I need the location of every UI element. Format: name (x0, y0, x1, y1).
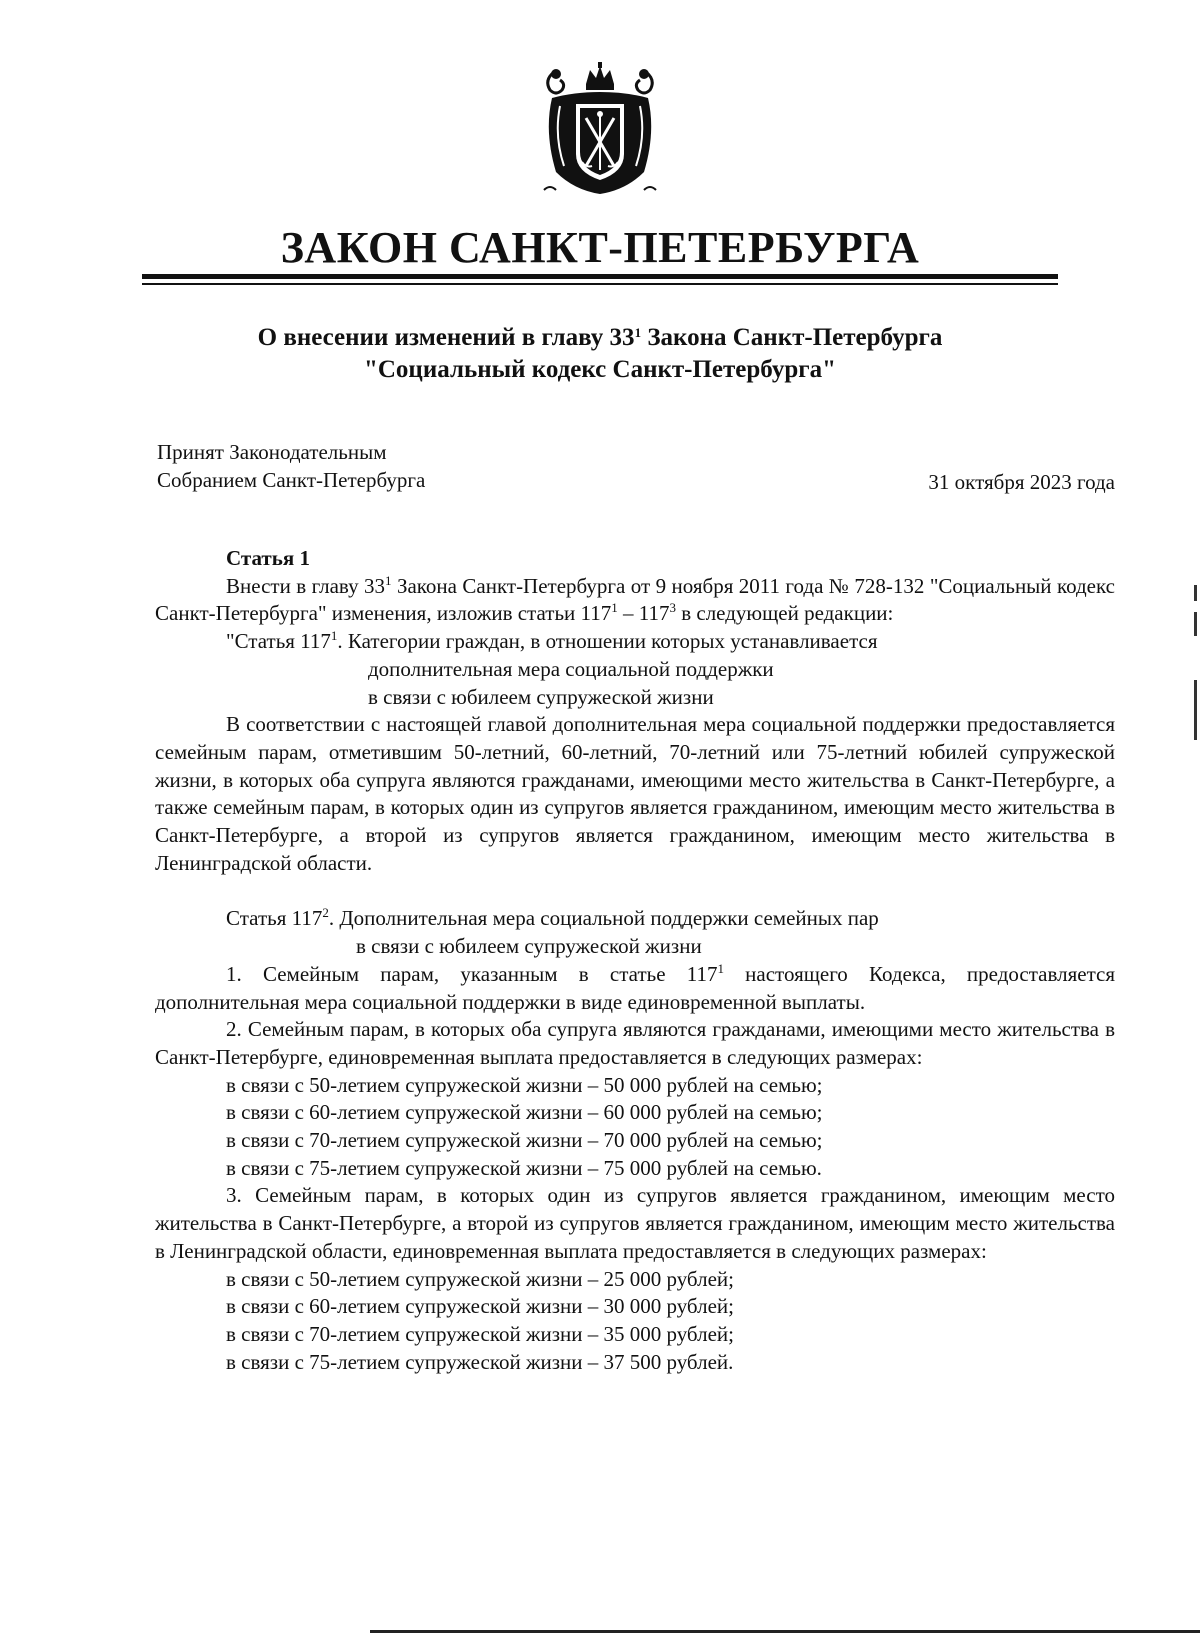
article-117-2-title: Статья $117^2$. Дополнительная мера социальной поддержки семейных пар в связи с юбилеем супружеской жизни (226, 905, 879, 959)
article-117-2-paragraph-3: 3. Семейным парам, в которых один из супругов является гражданином, имеющим место жительства в Санкт-Петербурге, а второй из супругов является гражданином, имеющим место жительства в Ленинградской области, единовременная выплата предоставляется в следующих размерах: (155, 1183, 1115, 1263)
coat-of-arms-emblem-icon (534, 62, 666, 198)
list-item: в связи с 60-летием супружеской жизни – 30 000 рублей; (226, 1294, 734, 1319)
scan-margin-mark (1194, 612, 1197, 636)
adoption-date: 31 октября 2023 года (928, 470, 1115, 494)
scan-margin-mark (1194, 585, 1197, 601)
article-117-2-paragraph-1: 1. Семейным парам, указанным в статье $117^1$ настоящего Кодекса, предоставляется дополнительная мера социальной поддержки в виде единовременной выплаты. (155, 960, 1115, 1014)
law-subtitle (140, 322, 1060, 386)
article-1-heading: Статья 1 (226, 546, 310, 570)
scan-margin-mark (1194, 680, 1197, 740)
list-item: в связи с 60-летием супружеской жизни – 60 000 рублей на семью; (226, 1100, 823, 1125)
article-117-2-paragraph-2: 2. Семейным парам, в которых оба супруга являются гражданами, имеющими место жительства в Санкт-Петербурге, единовременная выплата предоставляется в следующих размерах: (155, 1017, 1115, 1069)
article-1-intro: Внести в главу $33^1$ Закона Санкт-Петербурга от 9 ноября 2011 года № 728-132 "Социальный кодекс Санкт-Петербурга" изменения, изложив статьи $117^1 - 117^3$ в следующей редакции: (155, 572, 1115, 626)
article-117-1-paragraph: В соответствии с настоящей главой дополнительная мера социальной поддержки предоставляется семейным парам, отметившим 50-летний, 60-летний, 70-летний или 75-летний юбилей супружеской жизни, в которых оба супруга являются гражданами, имеющими место жительства в Санкт-Петербурге, а также семейным парам, в которых один из супругов является гражданином, имеющим место жительства в Санкт-Петербурге, а второй из супругов является гражданином, имеющим место жительства в Ленинградской области. (155, 712, 1115, 875)
law-title: ЗАКОН САНКТ-ПЕТЕРБУРГА (280, 223, 920, 272)
adoption-statement: Принят Законодательным Собранием Санкт-Петербурга (157, 440, 426, 492)
list-item: в связи с 70-летием супружеской жизни – 70 000 рублей на семью; (226, 1128, 823, 1153)
title-rule-thick (142, 274, 1058, 279)
subtitle-line-1: О внесении изменений в главу $33^1$ Закона Санкт-Петербурга (257, 324, 943, 351)
subtitle-line-2: "Социальный кодекс Санкт-Петербурга" (364, 356, 836, 383)
list-item: в связи с 70-летием супружеской жизни – 35 000 рублей; (226, 1321, 734, 1346)
list-item: в связи с 75-летием супружеской жизни – 75 000 рублей на семью. (226, 1155, 822, 1180)
list-item: в связи с 50-летием супружеской жизни – 50 000 рублей на семью; (226, 1072, 823, 1097)
list-item: в связи с 50-летием супружеской жизни – 25 000 рублей; (226, 1266, 734, 1291)
article-117-1-title: "Статья $117^1$. Категории граждан, в отношении которых устанавливается дополнительная мера социальной поддержки в связи с юбилеем супружеской жизни (226, 628, 878, 709)
law-body (155, 545, 1115, 1376)
title-rule-thin (142, 283, 1058, 285)
scan-bottom-edge (370, 1630, 1200, 1633)
list-item: в связи с 75-летием супружеской жизни – 37 500 рублей. (226, 1349, 734, 1374)
